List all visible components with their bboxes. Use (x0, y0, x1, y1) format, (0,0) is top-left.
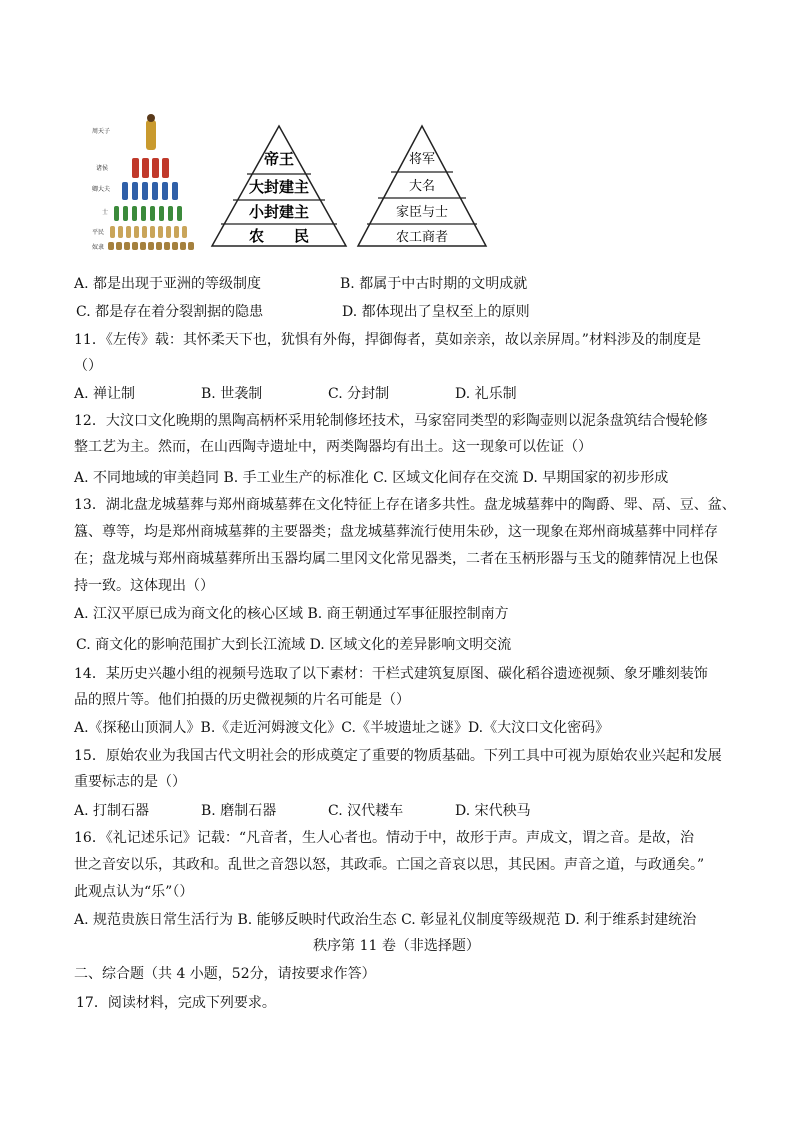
nobles-row-icon (132, 158, 169, 178)
q16-stem-line1: 16．《礼记述乐记》记载：“凡音者，生人心者也。情动于中，故形于声。声成文，谓之音。是故，治 (74, 830, 694, 846)
q16-options: A. 规范贵族日常生活行为 B. 能够反映时代政治生态 C. 彰显礼仪制度等级规范 D. 利于维系封建统治 (74, 912, 697, 928)
q12-stem-line1: 12．大汶口文化晚期的黑陶高柄杯采用轮制修坯技术，马家窑同类型的彩陶壶则以泥条盘筑结合慢轮修 (74, 413, 708, 429)
japan-feudal-pyramid (356, 124, 488, 248)
q10-option-b: B. 都属于中古时期的文明成就 (340, 276, 528, 292)
q11-option-d: D. 礼乐制 (455, 386, 517, 402)
europe-feudal-pyramid (210, 124, 348, 248)
label-nuli: 奴隶 (92, 244, 105, 251)
label-zhou-tianzi: 周天子 (92, 128, 111, 135)
q10-option-c: C. 都是存在着分裂割据的隐患 (76, 304, 264, 320)
section-heading: 二、综合题（共 4 小题，52分，请按要求作答） (74, 966, 376, 982)
label-shi: 士 (102, 209, 109, 216)
q12-stem-line2: 整工艺为主。然而，在山西陶寺遗址中，两类陶器均有出土。这一现象可以佐证（） (74, 439, 592, 455)
emperor-figure-icon (146, 114, 156, 150)
q11-option-b: B. 世袭制 (201, 386, 263, 402)
q11-stem-line1: 11．《左传》载：其怀柔天下也，犹惧有外侮，捍御侮者，莫如亲亲，故以亲屏周。”材料涉及的制度是 (74, 332, 701, 348)
tri2-level-1: 将军 (408, 152, 436, 167)
q17-stem: 17．阅读材料，完成下列要求。 (76, 995, 276, 1011)
tri2-level-4: 农工商者 (395, 230, 449, 245)
q11-option-a: A. 禅让制 (74, 386, 136, 402)
label-pingmin: 平民 (92, 229, 105, 236)
q14-options: A.《探秘山顶洞人》B.《走近河姆渡文化》C.《半坡遗址之谜》D.《大汶口文化密码》 (74, 720, 610, 736)
q11-stem-line2: （） (74, 358, 102, 374)
tri1-level-3: 小封建主 (248, 203, 310, 221)
q10-option-d: D. 都体现出了皇权至上的原则 (342, 304, 530, 320)
slaves-row-icon (108, 242, 194, 250)
label-zhuhou: 诸侯 (96, 165, 109, 172)
q16-stem-line3: 此观点认为“乐”（） (74, 884, 194, 900)
q15-option-a: A. 打制石器 (74, 803, 150, 819)
q15-option-d: D. 宋代秧马 (455, 803, 531, 819)
q13-stem-line3: 在；盘龙城与郑州商城墓葬所出玉器均属二里冈文化常见器类，二者在玉柄形器与玉戈的随葬情况上也保 (74, 551, 718, 567)
q11-option-c: C. 分封制 (328, 386, 390, 402)
q10-option-a: A. 都是出现于亚洲的等级制度 (74, 276, 262, 292)
figure-row (86, 112, 449, 252)
tri1-level-1: 帝王 (263, 150, 295, 168)
japan-pyramid-svg (356, 124, 488, 248)
section-title: 秩序第 11 卷（非选择题） (313, 938, 480, 954)
q15-stem-line1: 15．原始农业为我国古代文明社会的形成奠定了重要的物质基础。下列工具中可视为原始农业兴起和发展 (74, 748, 722, 764)
q13-options-cd: C. 商文化的影响范围扩大到长江流域 D. 区域文化的差异影响文明交流 (76, 637, 512, 653)
tri1-level-4: 农 民 (248, 227, 310, 245)
ministers-row-icon (122, 182, 178, 200)
q14-stem-line1: 14．某历史兴趣小组的视频号选取了以下素材：干栏式建筑复原图、碳化稻谷遗迹视频、象牙雕刻装饰 (74, 666, 708, 682)
q15-option-c: C. 汉代耧车 (328, 803, 404, 819)
q13-stem-line1: 13．湖北盘龙城墓葬与郑州商城墓葬在文化特征上存在诸多共性。盘龙城墓葬中的陶爵、斝、鬲、豆、盆、 (74, 497, 736, 513)
q13-options-ab: A. 江汉平原已成为商文化的核心区域 B. 商王朝通过军事征服控制南方 (74, 606, 509, 622)
q12-options: A. 不同地域的审美趋同 B. 手工业生产的标准化 C. 区域文化间存在交流 D. 早期国家的初步形成 (74, 470, 669, 486)
tri1-level-2: 大封建主 (248, 178, 310, 196)
q13-stem-line2: 簋、尊等，均是郑州商城墓葬的主要器类；盘龙城墓葬流行使用朱砂，这一现象在郑州商城墓葬中同样存 (74, 524, 718, 540)
label-qingdafu: 卿大夫 (92, 186, 111, 193)
q15-stem-line2: 重要标志的是（） (74, 774, 186, 790)
q15-option-b: B. 磨制石器 (201, 803, 277, 819)
hierarchy-figures-svg (86, 112, 198, 252)
q14-stem-line2: 品的照片等。他们拍摄的历史微视频的片名可能是（） (74, 692, 410, 708)
scholars-row-icon (114, 206, 182, 221)
zhou-hierarchy-figure (86, 112, 198, 252)
q13-stem-line4: 持一致。这体现出（） (74, 578, 214, 594)
q16-stem-line2: 世之音安以乐，其政和。乱世之音怨以怒，其政乖。亡国之音哀以思，其民困。声音之道，与政通矣。” (74, 857, 705, 873)
tri2-level-3: 家臣与士 (395, 205, 449, 220)
commoners-row-icon (110, 226, 187, 238)
europe-pyramid-svg (210, 124, 348, 248)
tri2-level-2: 大名 (408, 179, 436, 194)
